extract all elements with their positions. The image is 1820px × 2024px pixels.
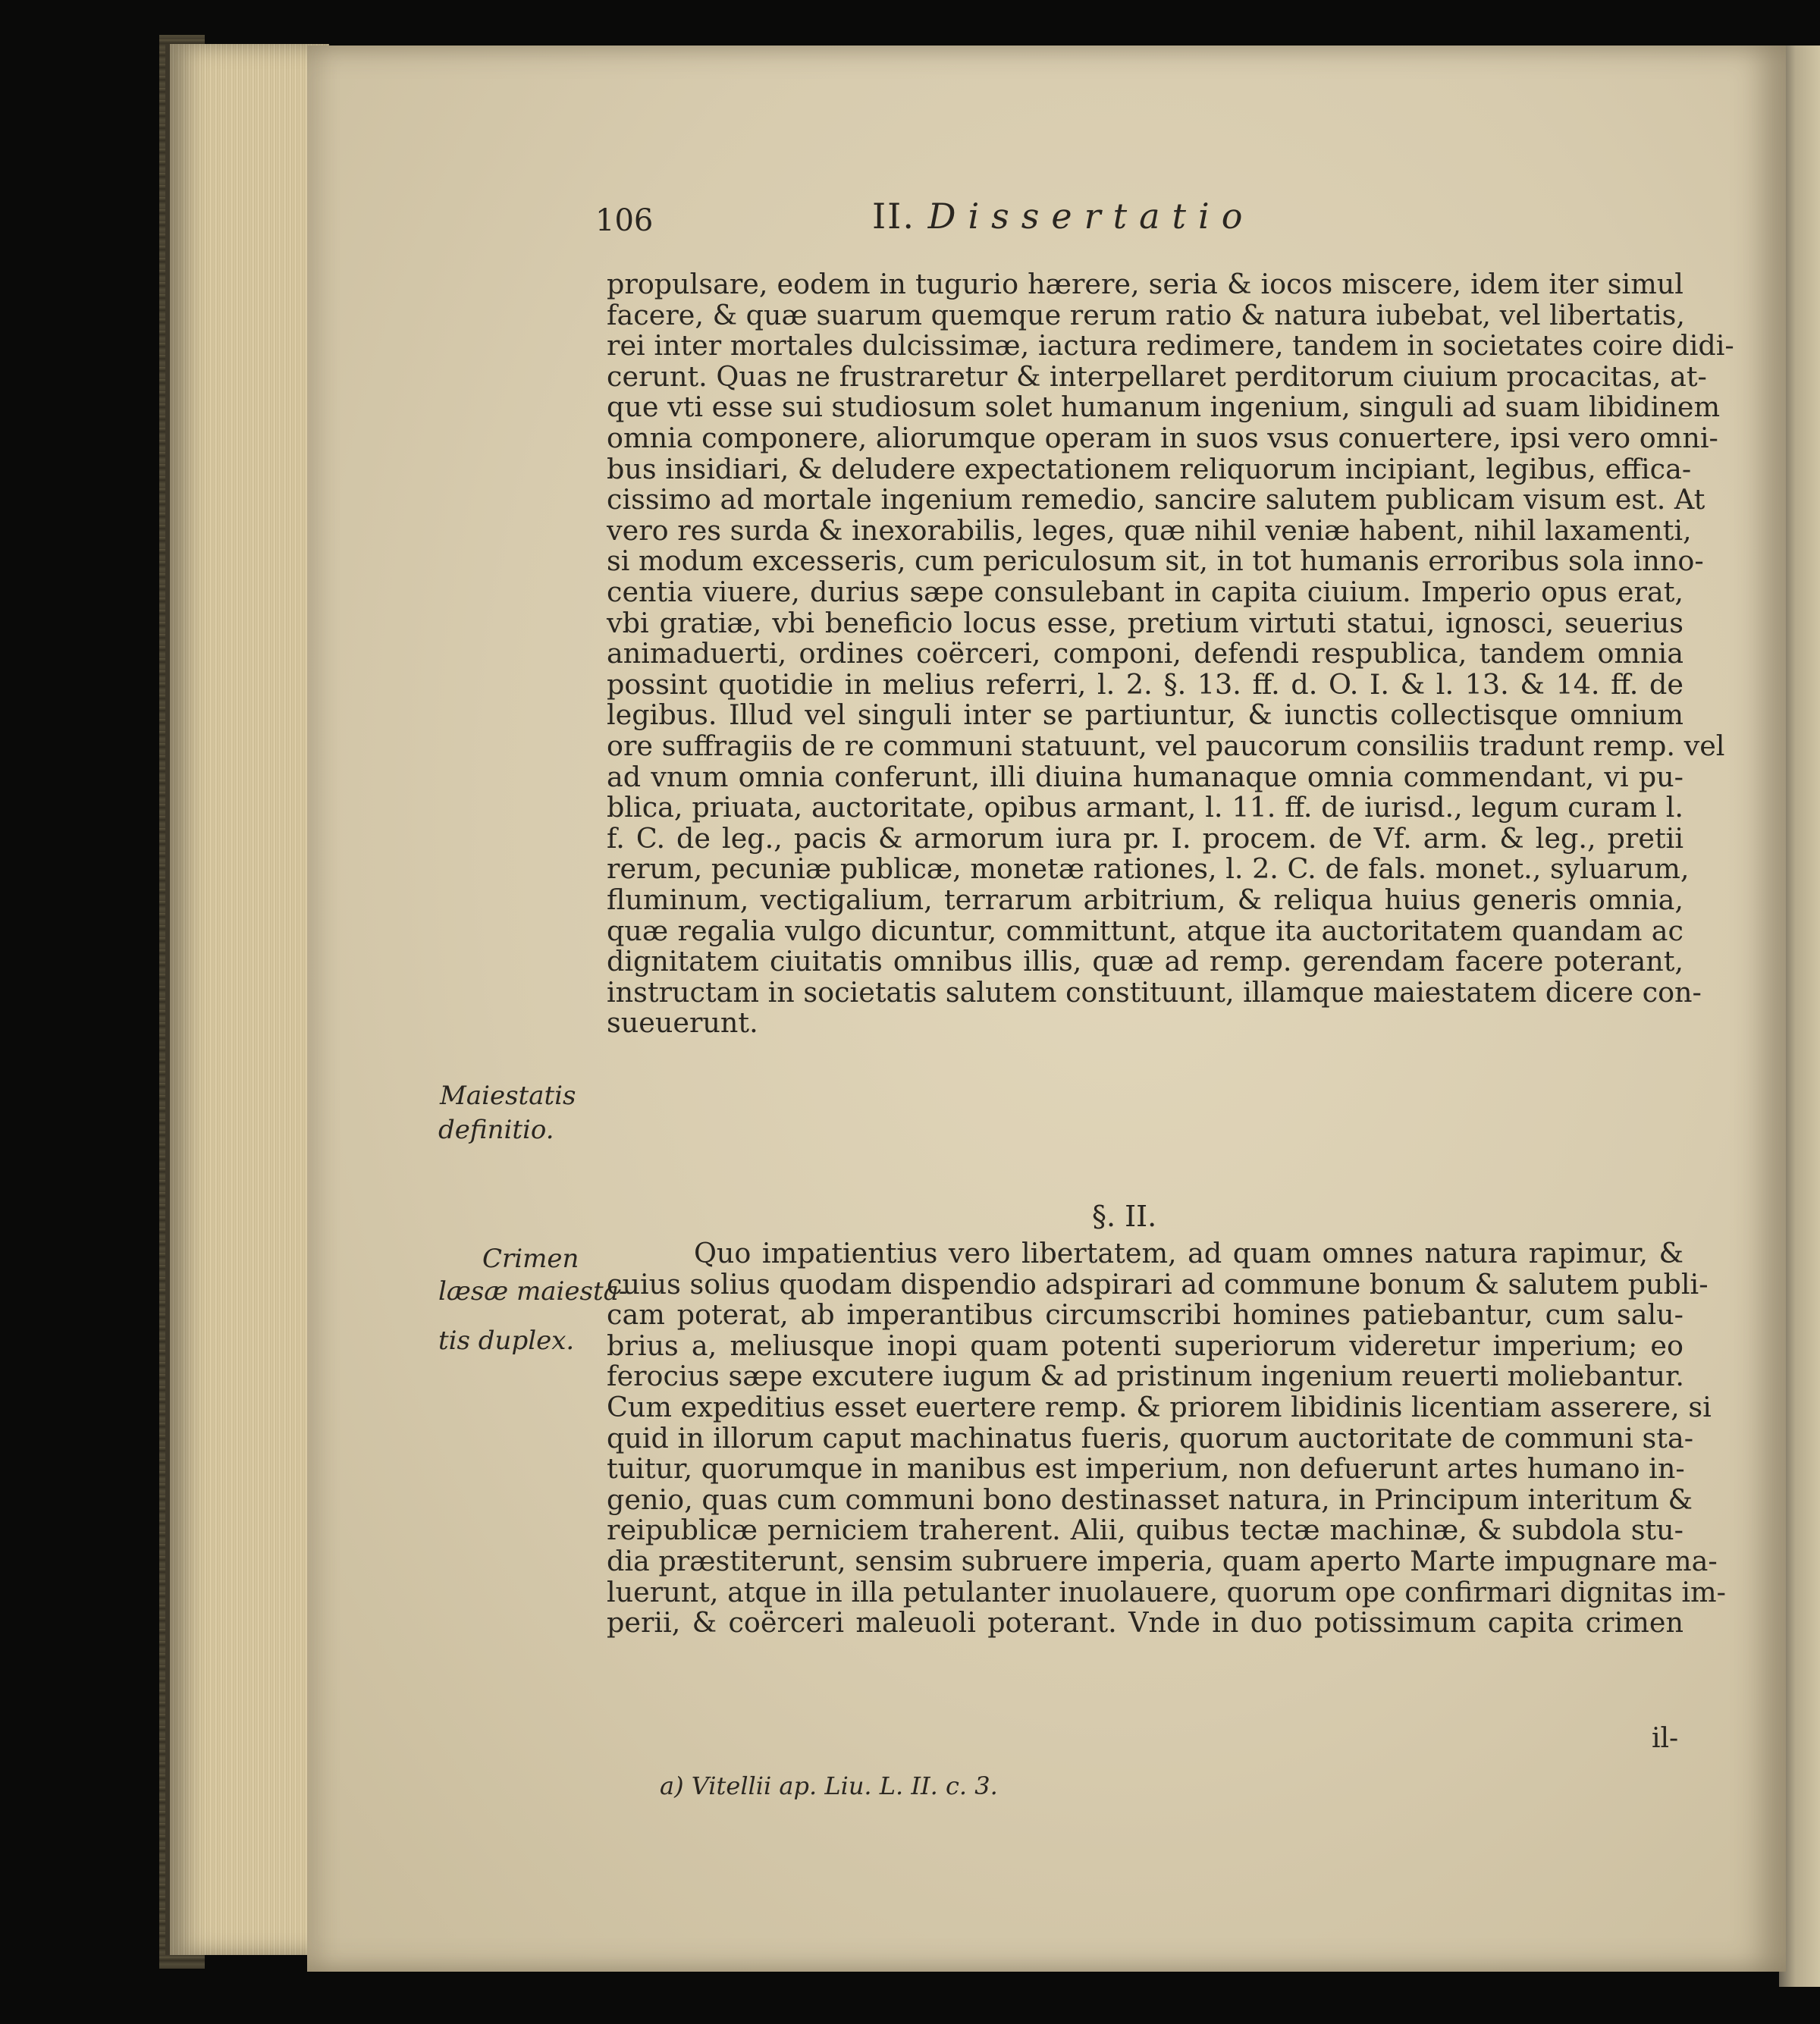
body-line: sueuerunt.	[607, 1006, 758, 1040]
body-line: ad vnum omnia conferunt, illi diuina humanaque omnia commendant, vi pu-	[607, 760, 1684, 793]
body-line: cam poterat, ab imperantibus circumscribi homines patiebantur, cum salu-	[607, 1298, 1684, 1332]
body-line: brius a, meliusque inopi quam potenti superiorum videretur imperium; eo	[607, 1329, 1684, 1362]
body-line: dignitatem ciuitatis omnibus illis, quæ ad remp. gerendam facere poterant,	[607, 945, 1684, 978]
body-line: cuius solius quodam dispendio adspirari ad commune bonum & salutem publi-	[607, 1267, 1709, 1301]
body-line: Cum expeditius esset euertere remp. & priorem libidinis licentiam asserere, si	[607, 1391, 1712, 1423]
body-line: que vti esse sui studiosum solet humanum ingenium, singuli ad suam libidinem	[607, 391, 1721, 424]
body-line: si modum excesseris, cum periculosum sit, in tot humanis erroribus sola inno-	[607, 544, 1704, 578]
running-head	[872, 196, 1254, 237]
body-line: dia præstiterunt, sensim subruere imperia, quam aperto Marte impugnare ma-	[607, 1545, 1718, 1577]
body-line: ferocius sæpe excutere iugum & ad pristinum ingenium reuerti moliebantur.	[607, 1360, 1685, 1393]
catchword: il-	[1652, 1723, 1679, 1754]
footnote: a) Vitellii ap. Liu. L. II. c. 3.	[660, 1771, 998, 1800]
running-head-title: Dissertatio	[927, 196, 1255, 237]
body-line: quid in illorum caput machinatus fueris, quorum auctoritate de communi sta-	[607, 1421, 1694, 1454]
body-line: vero res surda & inexorabilis, leges, quæ nihil veniæ habent, nihil laxamenti,	[607, 513, 1692, 547]
margin-note-crimen-line3: tis duplex.	[438, 1326, 575, 1356]
body-line: blica, priuata, auctoritate, opibus armant, l. 11. ff. de iurisd., legum curam l.	[607, 791, 1684, 824]
body-line: rei inter mortales dulcissimæ, iactura redimere, tandem in societates coire didi-	[607, 329, 1734, 362]
margin-note-definition-line2: definitio.	[438, 1115, 554, 1145]
margin-note-crimen-line1: Crimen	[482, 1244, 579, 1274]
body-line: perii, & coërceri maleuoli poterant. Vnde in duo potissimum capita crimen	[607, 1606, 1684, 1640]
body-line: bus insidiari, & deludere expectationem reliquorum incipiant, legibus, effica-	[607, 452, 1692, 485]
body-line: possint quotidie in melius referri, l. 2. §. 13. ff. d. O. I. & l. 13. & 14. ff. de	[607, 667, 1684, 701]
body-line: legibus. Illud vel singuli inter se partiuntur, & iunctis collectisque omnium	[607, 698, 1684, 732]
body-line: cerunt. Quas ne frustraretur & interpellaret perditorum ciuium procacitas, at-	[607, 359, 1707, 393]
body-line: omnia componere, aliorumque operam in suos vsus conuertere, ipsi vero omni-	[607, 422, 1718, 454]
body-line: rerum, pecuniæ publicæ, monetæ rationes, l. 2. C. de fals. monet., syluarum,	[607, 852, 1690, 886]
body-line: facere, & quæ suarum quemque rerum ratio & natura iubebat, vel libertatis,	[607, 298, 1685, 331]
body-line: cissimo ad mortale ingenium remedio, sancire salutem publicam visum est. At	[607, 483, 1705, 516]
body-line: luerunt, atque in illa petulanter inuolauere, quorum ope confirmari dignitas im-	[607, 1575, 1726, 1608]
body-line: propulsare, eodem in tugurio hærere, seria & iocos miscere, idem iter simul	[607, 268, 1684, 300]
body-line: tuitur, quorumque in manibus est imperium, non defuerunt artes humano in-	[607, 1452, 1685, 1486]
body-line: animaduerti, ordines coërceri, componi, defendi respublica, tandem omnia	[607, 637, 1684, 670]
body-line: vbi gratiæ, vbi beneficio locus esse, pretium virtuti statui, ignosci, seuerius	[607, 606, 1684, 639]
body-line: genio, quas cum communi bono destinasset natura, in Principum interitum &	[607, 1483, 1693, 1516]
section-heading: §. II.	[1092, 1200, 1157, 1233]
body-line: fluminum, vectigalium, terrarum arbitrium, & reliqua huius generis omnia,	[607, 883, 1684, 916]
body-line: quæ regalia vulgo dicuntur, committunt, atque ita auctoritatem quandam ac	[607, 914, 1684, 947]
body-line: centia viuere, durius sæpe consulebant in capita ciuium. Imperio opus erat,	[607, 576, 1684, 608]
body-line: ore suffragiis de re communi statuunt, vel paucorum consiliis tradunt remp. vel	[607, 730, 1725, 762]
body-line: f. C. de leg., pacis & armorum iura pr. I. procem. de Vf. arm. & leg., pretii	[607, 821, 1684, 855]
margin-note-crimen-line2: læsæ maiesta-	[438, 1276, 628, 1307]
page-edges	[165, 44, 329, 1955]
page-number: 106	[595, 203, 654, 238]
running-head-prefix: II.	[872, 196, 915, 237]
margin-note-definition-line1: Maiestatis	[440, 1081, 576, 1111]
body-line: reipublicæ perniciem traherent. Alii, quibus tectæ machinæ, & subdola stu-	[607, 1514, 1684, 1547]
body-line: Quo impatientius vero libertatem, ad quam omnes natura rapimur, &	[694, 1237, 1684, 1269]
body-line: instructam in societatis salutem constituunt, illamque maiestatem dicere con-	[607, 975, 1702, 1009]
